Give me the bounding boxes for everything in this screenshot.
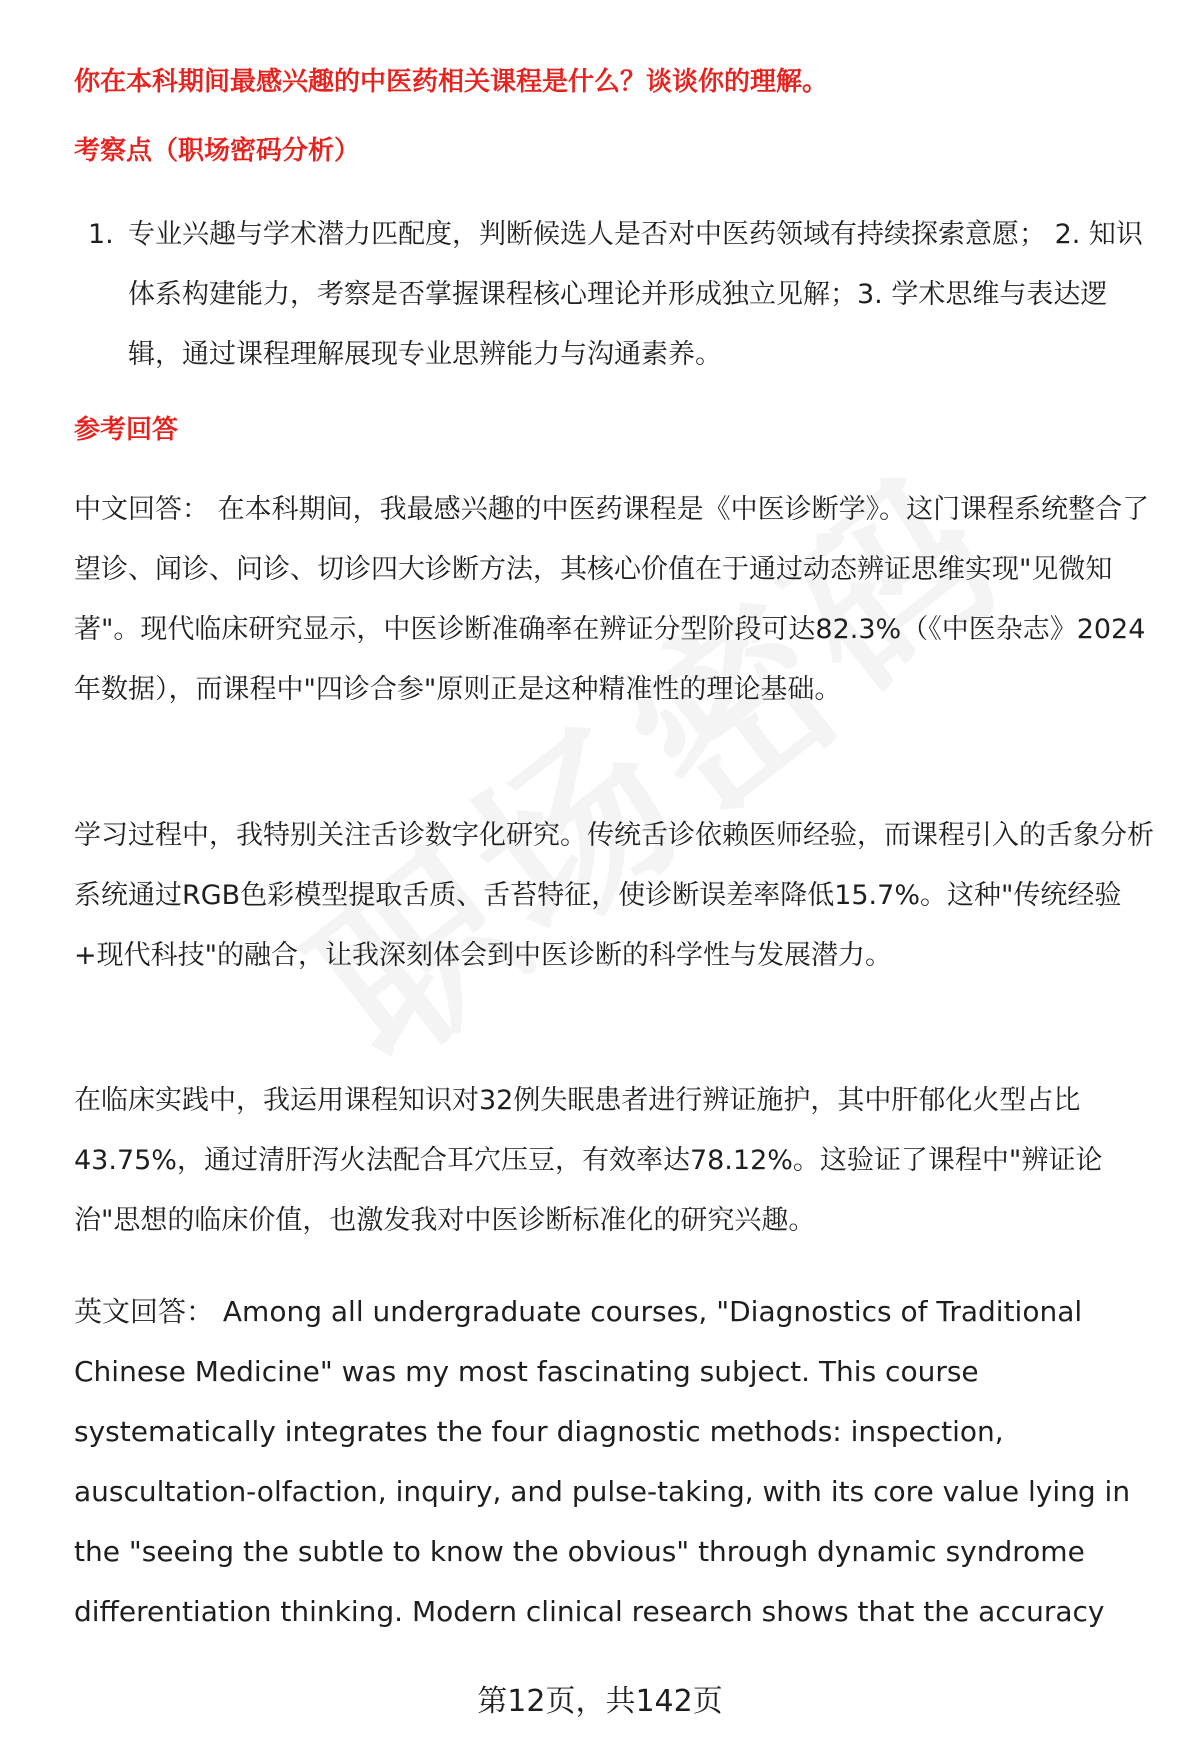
page-number-footer: 第12页，共142页 bbox=[477, 1684, 723, 1719]
answer-paragraph-1: 中文回答： 在本科期间，我最感兴趣的中医药课程是《中医诊断学》。这门课程系统整合了望诊、闻诊、问诊、切诊四大诊断方法，其核心价值在于通过动态辨证思维实现"见微知著"。现代临床研究显示，中医诊断准确率在辨证分型阶段可达82.3%（《中医杂志》2024年数据），而课程中"四诊合参"原则正是这种精准性的理论基础。 bbox=[74, 494, 1150, 705]
answer-paragraph-english: 英文回答： Among all undergraduate courses, "Diagnostics of Traditional Chinese Medicine" was my most fascinating subject. This course systematically integrates the four diagnostic methods: inspection, auscultation-olfaction, inquiry, and pulse-taking, with its core value lying in the "seeing the subtle to know the obvious" through dynamic syndrome differentiation thinking. Modern clinical research shows that the accuracy bbox=[74, 1295, 1131, 1628]
answer-paragraph-3: 在临床实践中，我运用课程知识对32例失眠患者进行辨证施护，其中肝郁化火型占比43.75%，通过清肝泻火法配合耳穴压豆，有效率达78.12%。这验证了课程中"辨证论治"思想的临床价值，也激发我对中医诊断标准化的研究兴趣。 bbox=[74, 1085, 1103, 1236]
point-text: 专业兴趣与学术潜力匹配度，判断候选人是否对中医药领域有持续探索意愿； 2. 知识体系构建能力，考察是否掌握课程核心理论并形成独立见解；3. 学术思维与表达逻辑，通过课程理解展现专业思辨能力与沟通素养。 bbox=[128, 219, 1143, 370]
section-heading-kaocha: 考察点（职场密码分析） bbox=[74, 136, 361, 166]
evaluation-points bbox=[88, 205, 1148, 385]
question-title: 你在本科期间最感兴趣的中医药相关课程是什么？谈谈你的理解。 bbox=[74, 67, 829, 97]
answer-paragraph-2: 学习过程中，我特别关注舌诊数字化研究。传统舌诊依赖医师经验，而课程引入的舌象分析系统通过RGB色彩模型提取舌质、舌苔特征，使诊断误差率降低15.7%。这种"传统经验+现代科技"的融合，让我深刻体会到中医诊断的科学性与发展潜力。 bbox=[74, 820, 1154, 971]
point-number: 1. bbox=[88, 219, 114, 250]
section-heading-cankao: 参考回答 bbox=[74, 415, 179, 445]
